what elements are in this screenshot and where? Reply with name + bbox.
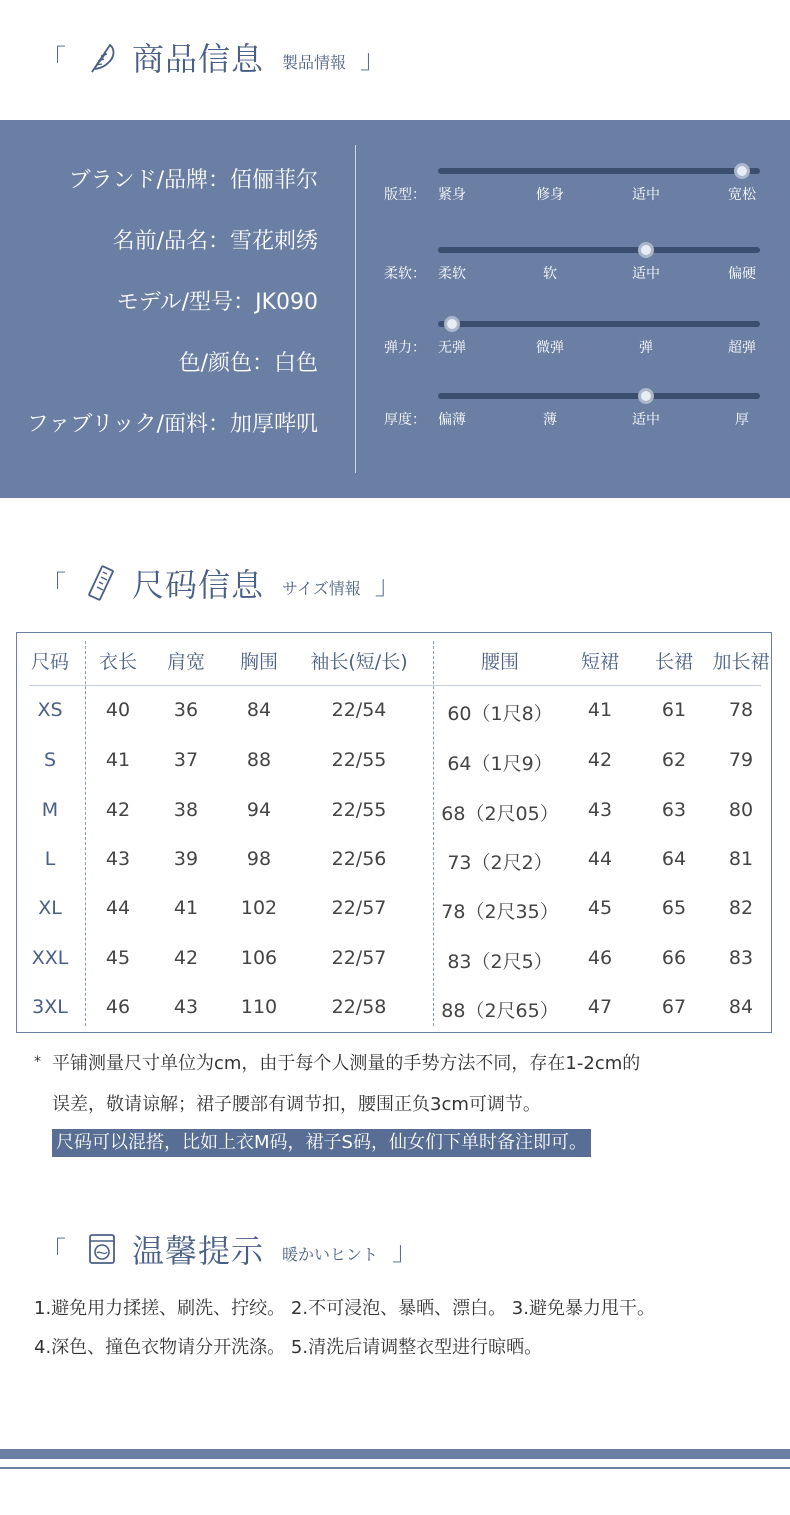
table-cell: 79 bbox=[728, 749, 754, 771]
size-section-title bbox=[40, 560, 401, 606]
tips-line-2: 4.深色、撞色衣物请分开洗涤。 5.清洗后请调整衣型进行晾晒。 bbox=[34, 1337, 543, 1358]
slider-fit bbox=[384, 168, 764, 228]
slider-option: 柔软 bbox=[438, 266, 466, 282]
table-cell: 40 bbox=[105, 699, 131, 721]
table-cell: 22/57 bbox=[331, 947, 387, 969]
table-cell: 45 bbox=[587, 897, 613, 919]
bottom-bar bbox=[0, 1449, 790, 1459]
table-cell: 47 bbox=[587, 996, 613, 1018]
table-cell: 41 bbox=[173, 897, 199, 919]
table-cell: 88 bbox=[246, 749, 272, 771]
table-cell: 45 bbox=[105, 947, 131, 969]
table-cell: 22/55 bbox=[331, 799, 387, 821]
table-cell: 42 bbox=[173, 947, 199, 969]
size-label-cell: XXL bbox=[31, 947, 69, 969]
slider-option: 无弹 bbox=[438, 340, 466, 356]
table-cell: 46 bbox=[105, 996, 131, 1018]
header-divider bbox=[29, 685, 761, 686]
slider-label: 版型： bbox=[384, 187, 426, 203]
table-cell: 88（2尺65） bbox=[441, 1000, 559, 1022]
slider-track bbox=[438, 247, 760, 253]
close-bracket: 」 bbox=[374, 570, 401, 601]
slider-option: 宽松 bbox=[728, 187, 756, 203]
slider-option: 紧身 bbox=[438, 187, 466, 203]
slider-thickness bbox=[384, 393, 764, 453]
size-label-cell: M bbox=[41, 799, 59, 821]
product-info-list bbox=[27, 162, 318, 467]
table-cell: 43 bbox=[105, 848, 131, 870]
table-cell: 110 bbox=[240, 996, 278, 1018]
slider-option: 修身 bbox=[536, 187, 564, 203]
table-cell: 106 bbox=[240, 947, 278, 969]
table-cell: 39 bbox=[173, 848, 199, 870]
table-cell: 22/55 bbox=[331, 749, 387, 771]
table-cell: 78（2尺35） bbox=[441, 901, 559, 923]
size-label-cell: L bbox=[44, 848, 56, 870]
tips-section-title bbox=[40, 1226, 418, 1272]
slider-knob bbox=[734, 163, 750, 179]
table-cell: 22/54 bbox=[331, 699, 387, 721]
table-cell: 80 bbox=[728, 799, 754, 821]
note-highlight: 尺码可以混搭，比如上衣M码，裙子S码，仙女们下单时备注即可。 bbox=[52, 1129, 591, 1157]
note-asterisk: * bbox=[34, 1054, 41, 1070]
slider-option: 弹 bbox=[639, 340, 653, 356]
header-cell: 加长裙 bbox=[712, 651, 770, 673]
table-cell: 42 bbox=[105, 799, 131, 821]
table-cell: 41 bbox=[587, 699, 613, 721]
product-section-title bbox=[40, 34, 386, 80]
table-cell: 37 bbox=[173, 749, 199, 771]
table-cell: 73（2尺2） bbox=[447, 852, 553, 874]
table-cell: 83 bbox=[728, 947, 754, 969]
size-title: 尺码信息 bbox=[132, 566, 265, 604]
table-cell: 44 bbox=[105, 897, 131, 919]
slider-label: 厚度： bbox=[384, 412, 426, 428]
info-fabric: ファブリック/面料：加厚哔叽 bbox=[26, 412, 318, 437]
slider-option: 软 bbox=[543, 266, 557, 282]
header-cell: 肩宽 bbox=[166, 651, 206, 673]
slider-option: 适中 bbox=[632, 412, 660, 428]
feather-icon bbox=[84, 39, 120, 75]
product-title: 商品信息 bbox=[132, 40, 265, 78]
table-cell: 68（2尺05） bbox=[441, 803, 559, 825]
table-cell: 66 bbox=[661, 947, 687, 969]
tips-title: 温馨提示 bbox=[132, 1232, 265, 1270]
header-cell: 袖长(短/长) bbox=[310, 651, 408, 673]
header-cell: 胸围 bbox=[239, 651, 279, 673]
slider-option: 偏硬 bbox=[728, 266, 756, 282]
table-cell: 78 bbox=[728, 699, 754, 721]
header-cell: 尺码 bbox=[30, 651, 70, 673]
slider-knob bbox=[638, 242, 654, 258]
open-bracket: 「 bbox=[40, 570, 67, 601]
table-cell: 67 bbox=[661, 996, 687, 1018]
band-divider bbox=[355, 145, 356, 473]
slider-option: 薄 bbox=[543, 412, 557, 428]
slider-track bbox=[438, 393, 760, 399]
table-cell: 60（1尺8） bbox=[447, 703, 553, 725]
tips-subtitle: 暖かいヒント bbox=[282, 1244, 379, 1264]
info-model: モデル/型号：JK090 bbox=[116, 290, 318, 315]
table-cell: 84 bbox=[246, 699, 272, 721]
tips-line-1: 1.避免用力揉搓、刷洗、拧绞。 2.不可浸泡、暴晒、漂白。 3.避免暴力甩干。 bbox=[34, 1298, 655, 1319]
slider-softness bbox=[384, 247, 764, 307]
slider-elasticity bbox=[384, 321, 764, 381]
size-subtitle: サイズ情報 bbox=[282, 578, 361, 598]
slider-option: 偏薄 bbox=[438, 412, 466, 428]
info-name: 名前/品名：雪花刺绣 bbox=[112, 229, 318, 254]
table-cell: 64（1尺9） bbox=[447, 753, 553, 775]
table-cell: 22/58 bbox=[331, 996, 387, 1018]
slider-label: 柔软： bbox=[384, 266, 426, 282]
table-cell: 98 bbox=[246, 848, 272, 870]
table-cell: 44 bbox=[587, 848, 613, 870]
table-cell: 41 bbox=[105, 749, 131, 771]
slider-option: 微弹 bbox=[536, 340, 564, 356]
header-cell: 短裙 bbox=[580, 651, 620, 673]
note-line-1: 平铺测量尺寸单位为cm，由于每个人测量的手势方法不同，存在1-2cm的 bbox=[52, 1053, 641, 1074]
column-divider bbox=[433, 641, 434, 1026]
slider-option: 超弹 bbox=[728, 340, 756, 356]
slider-option: 适中 bbox=[632, 266, 660, 282]
info-brand: ブランド/品牌：佰俪菲尔 bbox=[68, 168, 318, 193]
table-cell: 63 bbox=[661, 799, 687, 821]
close-bracket: 」 bbox=[392, 1236, 419, 1267]
bottom-line bbox=[0, 1467, 790, 1469]
slider-option: 厚 bbox=[735, 412, 749, 428]
product-subtitle: 製品情報 bbox=[282, 52, 347, 72]
slider-label: 弹力： bbox=[384, 340, 426, 356]
table-cell: 94 bbox=[246, 799, 272, 821]
header-cell: 衣长 bbox=[98, 651, 138, 673]
size-label-cell: XS bbox=[37, 699, 63, 721]
table-cell: 61 bbox=[661, 699, 687, 721]
table-cell: 42 bbox=[587, 749, 613, 771]
table-cell: 62 bbox=[661, 749, 687, 771]
table-cell: 65 bbox=[661, 897, 687, 919]
table-cell: 43 bbox=[173, 996, 199, 1018]
table-cell: 22/57 bbox=[331, 897, 387, 919]
size-table bbox=[16, 632, 772, 1033]
open-bracket: 「 bbox=[40, 44, 67, 75]
header-cell: 长裙 bbox=[654, 651, 694, 673]
table-cell: 82 bbox=[728, 897, 754, 919]
size-label-cell: XL bbox=[38, 897, 62, 919]
column-divider bbox=[85, 641, 86, 1026]
table-cell: 64 bbox=[661, 848, 687, 870]
table-cell: 22/56 bbox=[331, 848, 387, 870]
slider-track bbox=[438, 168, 760, 174]
slider-option: 适中 bbox=[632, 187, 660, 203]
table-cell: 84 bbox=[728, 996, 754, 1018]
table-cell: 38 bbox=[173, 799, 199, 821]
ruler-icon bbox=[84, 565, 120, 601]
open-bracket: 「 bbox=[40, 1236, 67, 1267]
info-color: 色/颜色：白色 bbox=[178, 351, 318, 376]
close-bracket: 」 bbox=[360, 44, 387, 75]
table-cell: 36 bbox=[173, 699, 199, 721]
header-cell: 腰围 bbox=[480, 651, 520, 673]
product-info-band bbox=[0, 120, 790, 498]
slider-knob bbox=[444, 316, 460, 332]
slider-track bbox=[438, 321, 760, 327]
table-cell: 46 bbox=[587, 947, 613, 969]
size-label-cell: 3XL bbox=[32, 996, 68, 1018]
table-cell: 102 bbox=[240, 897, 278, 919]
table-cell: 81 bbox=[728, 848, 754, 870]
slider-knob bbox=[638, 388, 654, 404]
washing-machine-icon bbox=[84, 1231, 120, 1267]
size-label-cell: S bbox=[43, 749, 57, 771]
table-cell: 43 bbox=[587, 799, 613, 821]
table-cell: 83（2尺5） bbox=[447, 951, 553, 973]
note-line-2: 误差，敬请谅解；裙子腰部有调节扣，腰围正负3cm可调节。 bbox=[52, 1094, 541, 1115]
